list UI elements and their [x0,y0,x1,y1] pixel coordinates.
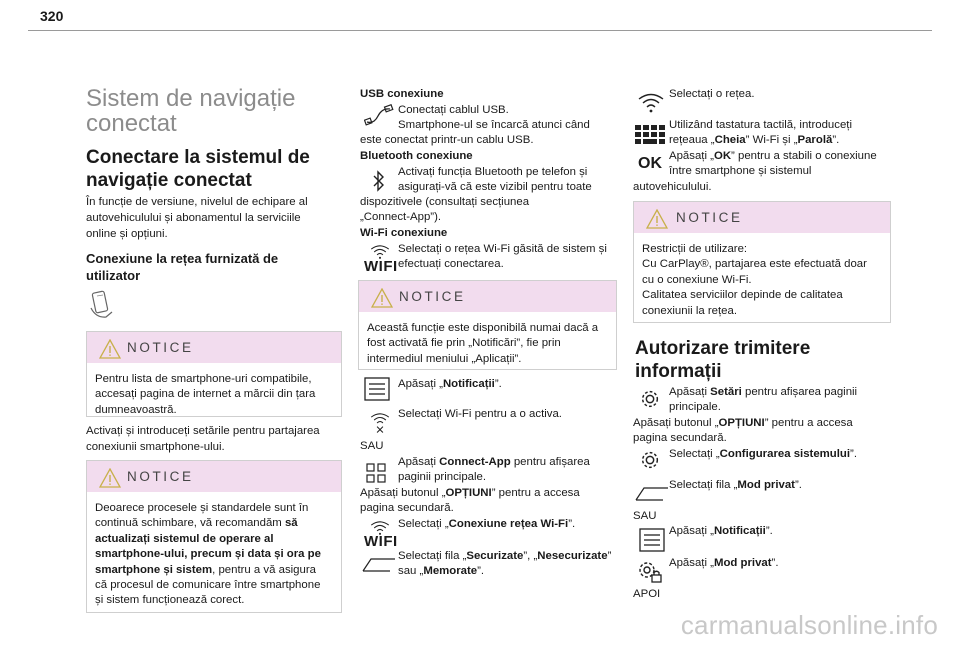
step-wifi-activate: Selectați Wi-Fi pentru a o activa. [398,408,562,420]
warning-icon [646,209,668,229]
step-select-network: Selectați o rețea. [669,88,755,100]
wifi-network-icon [637,92,665,114]
notice-box-3 [358,280,617,370]
bluetooth-line2: asigurați-vă că este vizibil pentru toate [398,181,592,193]
step-ok-pre: Apăsați „ [669,150,714,162]
notice4-line3: cu o conexiune Wi-Fi. [642,273,752,286]
step-notifications-bold: Notificații [442,378,495,390]
usb-cable-icon [364,104,394,126]
notice4-line5: conexiunii la rețea. [642,304,737,317]
section-heading-line1: Autorizare trimitere [635,338,811,359]
notice4-line4: Calitatea serviciilor depinde de calitatea [642,289,843,302]
notice-label: NOTICE [127,469,194,484]
notice-label: NOTICE [399,289,466,304]
step-private-mode-pre: Apăsați „ [669,557,714,569]
step-select-tab-line2 [398,564,484,579]
section-heading-line2: informații [635,361,722,382]
notice4-line2: Cu CarPlay®, partajarea este efectuată doar [642,258,867,271]
notice3-line3: intermediul meniului „Aplicații”. [367,352,522,365]
step-options-3-line2: pagina secundară. [633,432,727,444]
step-select-tab-pre: Selectați fila „ [398,550,467,562]
warning-icon [371,288,393,308]
or-label-2: SAU [633,510,657,522]
step-connect-app [398,455,590,470]
private-mode-icon [637,560,663,584]
notice2-line2-bold: să [284,517,298,530]
notice2-line5-bold: smartphone și sistem [95,563,213,576]
step-select-tab-mid: ”, „ [523,550,538,562]
notice2-line3: actualizați sistemul de operare al [95,532,274,545]
activate-line2: conexiunii smartphone-ului. [86,441,225,453]
step-notifications-post: ”. [494,378,502,390]
section-title-line1: Conexiune la rețea furnizată de [86,251,279,266]
step-options-pre: Apăsați butonul „ [360,487,446,499]
notice-box-2 [86,460,342,613]
step-options-3 [633,416,853,431]
step-notifications-2-post: ”. [765,525,773,537]
step-ok [669,149,877,164]
tab-icon-2 [635,487,669,501]
usb-title: USB conexiune [360,88,444,100]
step-settings-pre: Apăsați [669,386,711,398]
notice2-line5-text: , pentru a vă asigura [212,563,316,576]
notice-box-4 [633,201,891,323]
notice2-line2 [95,516,333,531]
step-options-3-pre: Apăsați butonul „ [633,417,719,429]
notice2-line1: Deoarece procesele și standardele sunt în [95,502,309,514]
page-title-line1: Sistem de navigație [86,85,296,112]
bluetooth-line1: Activați funcția Bluetooth pe telefon și [398,166,588,178]
step-ok-bold: OK [713,150,732,162]
step-select-tab-bold2: Nesecurizate [537,550,608,562]
intro-line1: În funcție de versiune, nivelul de echipare al [86,196,308,208]
notice1-line3: dumneavoastră. [95,403,177,416]
step-keyboard-line2 [669,133,839,148]
wifi-line2: efectuați conectarea. [398,258,504,270]
step-settings-post: pentru afișarea paginii [741,386,858,398]
notice2-line6: că procesul de comunicare între smartphone [95,579,321,592]
usb-line1: Conectați cablul USB. [398,104,509,116]
step-select-tab [398,549,611,564]
connect-app-icon [366,463,386,483]
step-system-config-pre: Selectați „ [669,448,720,460]
step-notifications [398,377,502,392]
activate-line1: Activați și introduceți setările pentru partajarea [86,425,320,437]
notice2-line4: smartphone-ului, precum și data și ora pe [95,548,321,561]
step-keyboard-line1: Utilizând tastatura tactilă, introduceți [669,119,852,131]
step-connect-app-line2: paginii principale. [398,471,487,483]
step-settings-line2: principale. [669,401,721,413]
notice-label: NOTICE [676,210,743,225]
step-keyboard-bold2: Parolă [797,134,833,146]
step-private-tab-pre: Selectați fila „ [669,479,738,491]
notice2-line5 [95,563,333,578]
step-select-tab-line2-bold: Memorate [423,565,478,577]
page-number: 320 [40,8,64,24]
watermark: carmanualsonline.info [680,610,938,640]
step-private-tab [669,478,802,493]
notice1-line1: Pentru lista de smartphone-uri compatibile, [95,373,312,385]
step-select-tab-bold1: Securizate [466,550,524,562]
usb-line2: Smartphone-ul se încarcă atunci când [398,119,590,131]
system-config-icon [639,449,661,471]
step-system-config-bold: Configurarea sistemului [719,448,851,460]
step-options-post: ” pentru a accesa [491,487,580,499]
bluetooth-title: Bluetooth conexiune [360,150,473,162]
step-system-config-post: ”. [850,448,858,460]
wifi-toggle-icon [366,412,394,434]
step-wifi-connection [398,517,575,532]
intro-line3: online și opțiuni. [86,228,168,240]
step-options [360,486,580,501]
tab-icon [362,558,396,572]
settings-gear-icon [639,388,661,410]
subtitle-line1: Conectare la sistemul de [86,147,310,168]
step-ok-line2: între smartphone și sistemul [669,165,812,177]
step-wifi-connection-pre: Selectați „ [398,518,449,530]
step-ok-post: ” pentru a stabili o conexiune [731,150,877,162]
step-private-mode-post: ”. [771,557,779,569]
step-keyboard-bold1: Cheia [714,134,746,146]
notice2-line7: și sistem funcționează corect. [95,594,245,607]
notice3-line1: Această funcție este disponibilă numai dacă a [367,322,599,334]
then-label: APOI [633,588,661,600]
step-settings-bold: Setări [710,386,742,398]
step-connect-app-post: pentru afișarea [510,456,590,468]
page-title-line2: conectat [86,110,177,137]
step-private-tab-bold: Mod privat [737,479,795,491]
or-label-1: SAU [360,440,384,452]
step-notifications-pre: Apăsați „ [398,378,443,390]
bluetooth-icon [372,170,386,192]
ok-button-icon: OK [638,155,662,172]
notice1-line2: accesați pagina de internet a mărcii din țara [95,388,316,401]
notice-label: NOTICE [127,340,194,355]
intro-line2: autovehiculului și abonamentul la serviciile [86,212,301,224]
bluetooth-line3: dispozitivele (consultați secțiunea [360,196,530,208]
section-title-line2: utilizator [86,268,141,283]
notice4-line1: Restricții de utilizare: [642,243,748,255]
subtitle-line2: navigație conectat [86,170,252,191]
step-keyboard-pre: rețeaua „ [669,134,715,146]
notice3-line2: fost activată fie prin „Notificări”, fie prin [367,337,561,350]
step-notifications-2-pre: Apăsați „ [669,525,714,537]
step-private-mode-bold: Mod privat [713,557,772,569]
step-connect-app-bold: Connect-App [439,456,511,468]
step-select-tab-line2-pre: sau „ [398,565,424,577]
notice2-line2-text: continuă schimbare, vă recomandăm [95,517,285,530]
step-ok-line3: autovehiculului. [633,181,712,193]
notice-box-1 [86,331,342,417]
step-options-3-bold: OPȚIUNI [718,417,765,429]
step-notifications-2-bold: Notificații [713,525,766,537]
step-private-tab-post: ”. [794,479,802,491]
step-keyboard-mid: ” Wi-Fi și „ [745,134,798,146]
wifi-label: WIFI [364,258,398,275]
step-wifi-connection-bold: Conexiune rețea Wi-Fi [448,518,569,530]
warning-icon [99,339,121,359]
warning-icon [99,468,121,488]
wifi-title: Wi-Fi conexiune [360,227,448,239]
wifi-label-2: WIFI [364,533,398,550]
step-select-tab-line2-post: ”. [477,565,485,577]
keyboard-icon [635,125,665,147]
wifi-line1: Selectați o rețea Wi-Fi găsită de sistem și [398,243,607,255]
step-private-mode [669,556,779,571]
bluetooth-line4: „Connect-App”). [360,211,442,223]
step-connect-app-pre: Apăsați [398,456,440,468]
smartphone-icon [88,290,116,320]
usb-line3: este conectat printr-un cablu USB. [360,134,534,146]
top-rule [28,30,932,31]
step-keyboard-post: ”. [832,134,840,146]
step-options-bold: OPȚIUNI [445,487,492,499]
notifications-menu-icon [364,377,390,401]
step-wifi-connection-post: ”. [568,518,576,530]
step-select-tab-post: ” [607,550,612,562]
step-options-3-post: ” pentru a accesa [764,417,853,429]
step-system-config [669,447,857,462]
notifications-menu-icon-2 [639,528,665,552]
step-notifications-2 [669,524,773,539]
step-settings [669,385,857,400]
step-options-line2: pagina secundară. [360,502,454,514]
